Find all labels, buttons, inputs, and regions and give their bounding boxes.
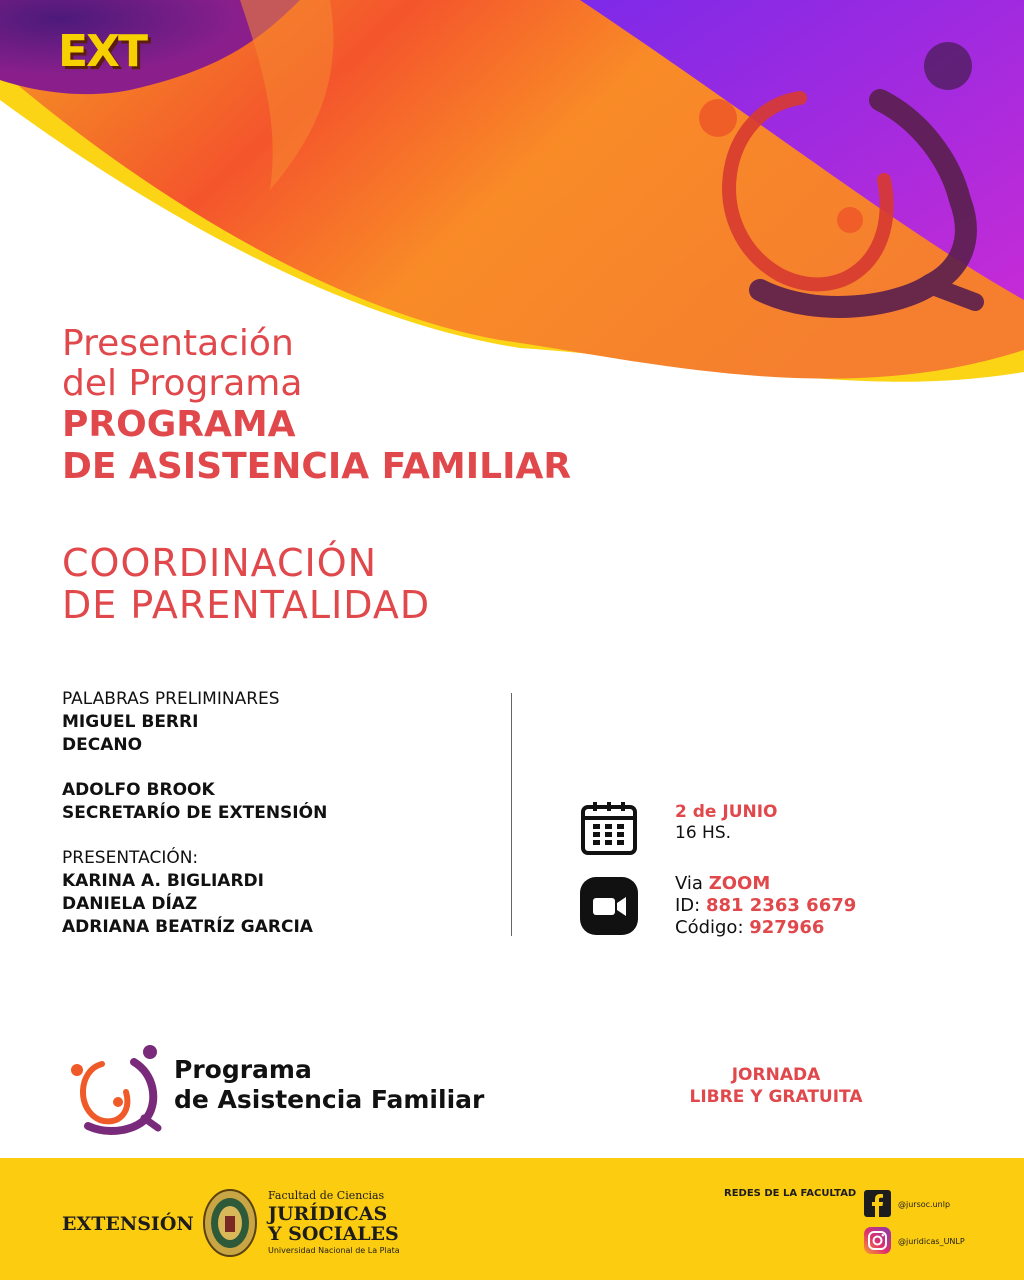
family-program-icon xyxy=(66,1044,162,1136)
program-name-line-2: de Asistencia Familiar xyxy=(174,1085,485,1114)
program-name xyxy=(174,1055,484,1115)
university-name: Universidad Nacional de La Plata xyxy=(268,1246,400,1255)
intro-role: DECANO xyxy=(62,735,143,755)
faculty-small-label: Facultad de Ciencias xyxy=(268,1189,385,1202)
presenter-name: DANIELA DÍAZ xyxy=(62,894,198,914)
meeting-id: 881 2363 6679 xyxy=(705,895,857,916)
facebook-icon[interactable] xyxy=(864,1190,891,1217)
event-date: 2 de JUNIO xyxy=(675,802,778,822)
presenter-name: ADRIANA BEATRÍZ GARCIA xyxy=(62,917,313,937)
extension-label: EXTENSIÓN xyxy=(62,1213,194,1235)
program-name-line-1: Programa xyxy=(174,1055,312,1084)
facebook-handle[interactable]: @jursoc.unlp xyxy=(898,1200,951,1209)
second-name: ADOLFO BROOK xyxy=(62,780,215,800)
title-line-2: del Programa xyxy=(62,363,303,404)
event-date-time xyxy=(675,802,778,844)
instagram-icon[interactable] xyxy=(864,1227,891,1254)
title-line-1: Presentación xyxy=(62,323,294,364)
title-block xyxy=(62,324,571,488)
via-label: Via xyxy=(675,873,703,894)
presentation-label: PRESENTACIÓN: xyxy=(62,848,199,868)
speakers-list xyxy=(62,688,327,939)
instagram-handle[interactable]: @juridicas_UNLP xyxy=(898,1237,965,1246)
platform-name: ZOOM xyxy=(708,873,771,894)
title-line-4: DE ASISTENCIA FAMILIAR xyxy=(62,446,572,487)
university-seal-icon xyxy=(202,1188,258,1258)
calendar-icon xyxy=(580,800,638,856)
video-camera-icon xyxy=(580,877,638,935)
jornada-label xyxy=(660,1064,892,1108)
social-heading: REDES DE LA FACULTAD xyxy=(724,1188,857,1199)
meeting-code: 927966 xyxy=(749,917,825,938)
subtitle-line-2: DE PARENTALIDAD xyxy=(62,583,431,627)
faculty-line-2: Y SOCIALES xyxy=(268,1223,399,1245)
jornada-line-2: LIBRE Y GRATUITA xyxy=(689,1087,863,1107)
faculty-line-1: JURÍDICAS xyxy=(268,1203,388,1225)
jornada-line-1: JORNADA xyxy=(731,1065,821,1085)
vertical-divider xyxy=(511,693,512,936)
faculty-name xyxy=(268,1204,399,1244)
second-role: SECRETARÍO DE EXTENSIÓN xyxy=(62,803,328,823)
intro-name: MIGUEL BERRI xyxy=(62,712,199,732)
id-label: ID: xyxy=(675,895,701,916)
subtitle-block xyxy=(62,542,430,626)
presenter-name: KARINA A. BIGLIARDI xyxy=(62,871,264,891)
event-time: 16 HS. xyxy=(675,823,732,843)
title-line-3: PROGRAMA xyxy=(62,404,296,445)
code-label: Código: xyxy=(675,917,744,938)
ext-logo: EXT xyxy=(58,26,146,77)
intro-label: PALABRAS PRELIMINARES xyxy=(62,689,280,709)
subtitle-line-1: COORDINACIÓN xyxy=(62,541,378,585)
zoom-details xyxy=(675,873,856,939)
